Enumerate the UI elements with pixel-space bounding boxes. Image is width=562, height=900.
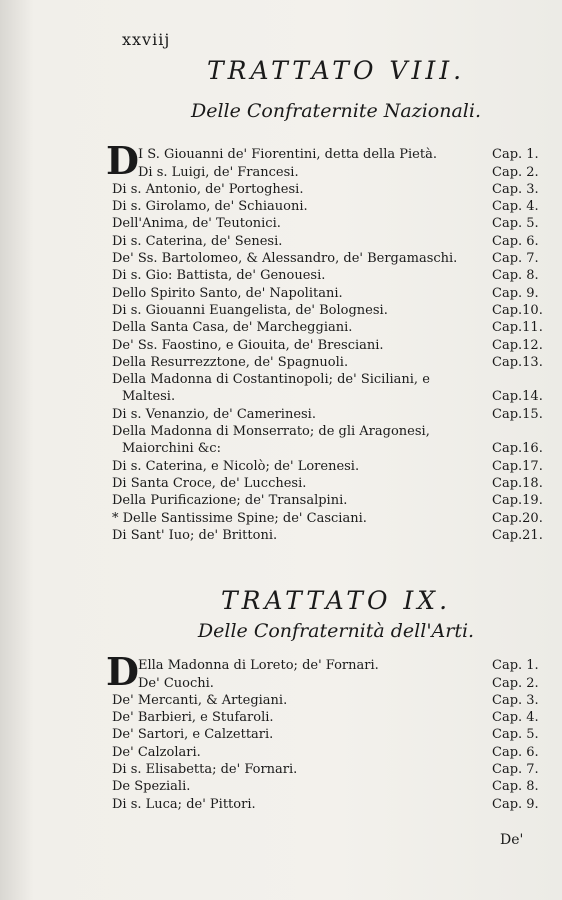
chapter-number: Cap. 5. bbox=[492, 727, 539, 743]
entry-text: Della Madonna di Costantinopoli; de' Siciliani, e bbox=[112, 372, 430, 388]
entry-text: De' Ss. Bartolomeo, & Alessandro, de' Bergamaschi. bbox=[112, 251, 458, 267]
contents-row bbox=[112, 146, 552, 163]
chapter-number: Cap.18. bbox=[492, 475, 543, 491]
entry-text: I S. Giouanni de' Fiorentini, detta della Pietà. bbox=[138, 147, 437, 163]
chapter-number: Cap. 8. bbox=[492, 268, 539, 284]
contents-row bbox=[112, 371, 552, 406]
chapter-number: Cap. 7. bbox=[492, 251, 539, 267]
contents-row bbox=[112, 674, 552, 691]
contents-row bbox=[112, 181, 552, 198]
entry-text: De' Mercanti, & Artegiani. bbox=[112, 692, 288, 708]
contents-row bbox=[112, 743, 552, 760]
contents-entry bbox=[112, 475, 488, 492]
chapter-number: Cap. 6. bbox=[492, 744, 539, 760]
contents-row bbox=[112, 215, 552, 232]
contents-entry bbox=[112, 527, 488, 544]
entry-text: Di s. Girolamo, de' Schiauoni. bbox=[112, 199, 308, 215]
entry-text: Dello Spirito Santo, de' Napolitani. bbox=[112, 285, 343, 301]
contents-entry bbox=[112, 302, 488, 319]
contents-row bbox=[112, 163, 552, 180]
contents-entry bbox=[112, 778, 488, 795]
catchword: De' bbox=[500, 832, 524, 848]
entry-text: Di Sant' Iuo; de' Brittoni. bbox=[112, 527, 278, 543]
contents-entry bbox=[112, 267, 488, 284]
entry-text: De' Cuochi. bbox=[138, 675, 214, 691]
contents-entry bbox=[112, 406, 488, 423]
chapter-number: Cap. 9. bbox=[492, 285, 539, 301]
entry-text: Dell'Anima, de' Teutonici. bbox=[112, 216, 281, 232]
entry-text: Di s. Luigi, de' Francesi. bbox=[138, 164, 299, 180]
contents-row bbox=[112, 726, 552, 743]
chapter-number: Cap.19. bbox=[492, 493, 543, 509]
contents-entry bbox=[112, 510, 488, 527]
entry-text: Della Madonna di Monserrato; de gli Aragonesi, bbox=[112, 424, 430, 440]
contents-entry bbox=[112, 709, 488, 726]
treatise-viii-subtitle: Delle Confraternite Nazionali. bbox=[190, 100, 481, 122]
treatise-viii-title: TRATTATO VIII. bbox=[206, 56, 466, 85]
entry-text: Di s. Antonio, de' Portoghesi. bbox=[112, 181, 304, 197]
contents-row bbox=[112, 457, 552, 474]
contents-row bbox=[112, 778, 552, 795]
contents-entry bbox=[112, 692, 488, 709]
contents-entry bbox=[112, 744, 488, 761]
contents-entry bbox=[112, 181, 488, 198]
chapter-number: Cap.10. bbox=[492, 302, 543, 318]
entry-text: De' Ss. Faostino, e Giouita, de' Bresciani. bbox=[112, 337, 384, 353]
contents-row bbox=[112, 405, 552, 422]
contents-row bbox=[112, 527, 552, 544]
contents-row bbox=[112, 492, 552, 509]
contents-entry bbox=[112, 354, 488, 371]
contents-entry bbox=[112, 761, 488, 778]
chapter-number: Cap.20. bbox=[492, 510, 543, 526]
entry-text: Di s. Luca; de' Pittori. bbox=[112, 796, 256, 812]
entry-text: Di s. Caterina, e Nicolò; de' Lorenesi. bbox=[112, 458, 360, 474]
entry-text: Della Purificazione; de' Transalpini. bbox=[112, 493, 348, 509]
chapter-number: Cap. 1. bbox=[492, 147, 539, 163]
contents-entry bbox=[112, 657, 488, 674]
contents-row bbox=[112, 284, 552, 301]
contents-entry bbox=[112, 726, 488, 743]
entry-text-continued: Maltesi. bbox=[122, 389, 176, 405]
contents-entry bbox=[112, 146, 488, 163]
contents-entry bbox=[112, 675, 488, 692]
page-folio: xxviij bbox=[122, 30, 171, 49]
contents-entry bbox=[112, 215, 488, 232]
contents-row bbox=[112, 709, 552, 726]
chapter-number: Cap. 4. bbox=[492, 710, 539, 726]
entry-text: Ella Madonna di Loreto; de' Fornari. bbox=[138, 658, 379, 674]
chapter-number: Cap. 6. bbox=[492, 233, 539, 249]
contents-row bbox=[112, 267, 552, 284]
chapter-number: Cap.15. bbox=[492, 406, 543, 422]
contents-entry bbox=[112, 458, 488, 475]
chapter-number: Cap.16. bbox=[492, 441, 543, 457]
entry-text: Di s. Giouanni Euangelista, de' Bolognesi. bbox=[112, 302, 388, 318]
contents-entry bbox=[112, 164, 488, 181]
chapter-number: Cap. 2. bbox=[492, 164, 539, 180]
contents-entry bbox=[112, 423, 488, 457]
chapter-number: Cap. 5. bbox=[492, 216, 539, 232]
chapter-number: Cap. 1. bbox=[492, 658, 539, 674]
contents-row bbox=[112, 761, 552, 778]
contents-row bbox=[112, 250, 552, 267]
entry-text: Di s. Caterina, de' Senesi. bbox=[112, 233, 283, 249]
contents-entry bbox=[112, 285, 488, 302]
chapter-number: Cap. 7. bbox=[492, 762, 539, 778]
entry-text: Della Santa Casa, de' Marcheggiani. bbox=[112, 320, 353, 336]
chapter-number: Cap.21. bbox=[492, 527, 543, 543]
entry-text: Di s. Gio: Battista, de' Genouesi. bbox=[112, 268, 326, 284]
treatise-viii-contents bbox=[106, 138, 552, 544]
contents-entry bbox=[112, 337, 488, 354]
contents-row bbox=[112, 198, 552, 215]
contents-row bbox=[112, 475, 552, 492]
contents-row bbox=[112, 509, 552, 526]
entry-text-continued: Maiorchini &c: bbox=[122, 441, 221, 457]
entry-text: * Delle Santissime Spine; de' Casciani. bbox=[112, 510, 367, 526]
contents-row bbox=[112, 795, 552, 812]
entry-text: De' Barbieri, e Stufaroli. bbox=[112, 710, 274, 726]
entry-text: Di s. Elisabetta; de' Fornari. bbox=[112, 762, 298, 778]
chapter-number: Cap. 2. bbox=[492, 675, 539, 691]
contents-row bbox=[112, 302, 552, 319]
chapter-number: Cap. 9. bbox=[492, 796, 539, 812]
contents-row bbox=[112, 232, 552, 249]
contents-entry bbox=[112, 233, 488, 250]
contents-entry bbox=[112, 796, 488, 813]
chapter-number: Cap.13. bbox=[492, 354, 543, 370]
chapter-number: Cap.17. bbox=[492, 458, 543, 474]
contents-row bbox=[112, 692, 552, 709]
chapter-number: Cap.14. bbox=[492, 389, 543, 405]
contents-entry bbox=[112, 319, 488, 336]
entry-text: De' Sartori, e Calzettari. bbox=[112, 727, 274, 743]
chapter-number: Cap. 8. bbox=[492, 779, 539, 795]
chapter-number: Cap. 3. bbox=[492, 692, 539, 708]
contents-entry bbox=[112, 250, 488, 267]
entry-text: De' Calzolari. bbox=[112, 744, 201, 760]
contents-row bbox=[112, 354, 552, 371]
contents-entry bbox=[112, 371, 488, 405]
contents-row bbox=[112, 423, 552, 458]
drop-capital: D bbox=[106, 649, 139, 694]
chapter-number: Cap. 3. bbox=[492, 181, 539, 197]
treatise-ix-title: TRATTATO IX. bbox=[220, 586, 452, 615]
treatise-ix-subtitle: Delle Confraternità dell'Arti. bbox=[197, 620, 475, 642]
chapter-number: Cap.11. bbox=[492, 320, 543, 336]
chapter-number: Cap. 4. bbox=[492, 199, 539, 215]
treatise-ix-contents bbox=[106, 649, 552, 813]
entry-text: Di s. Venanzio, de' Camerinesi. bbox=[112, 406, 316, 422]
contents-row bbox=[112, 657, 552, 674]
contents-entry bbox=[112, 198, 488, 215]
contents-row bbox=[112, 336, 552, 353]
entry-text: Della Resurrezztone, de' Spagnuoli. bbox=[112, 354, 349, 370]
contents-row bbox=[112, 319, 552, 336]
contents-entry bbox=[112, 492, 488, 509]
entry-text: De Speziali. bbox=[112, 779, 191, 795]
entry-text: Di Santa Croce, de' Lucchesi. bbox=[112, 475, 307, 491]
chapter-number: Cap.12. bbox=[492, 337, 543, 353]
drop-capital: D bbox=[106, 138, 139, 183]
